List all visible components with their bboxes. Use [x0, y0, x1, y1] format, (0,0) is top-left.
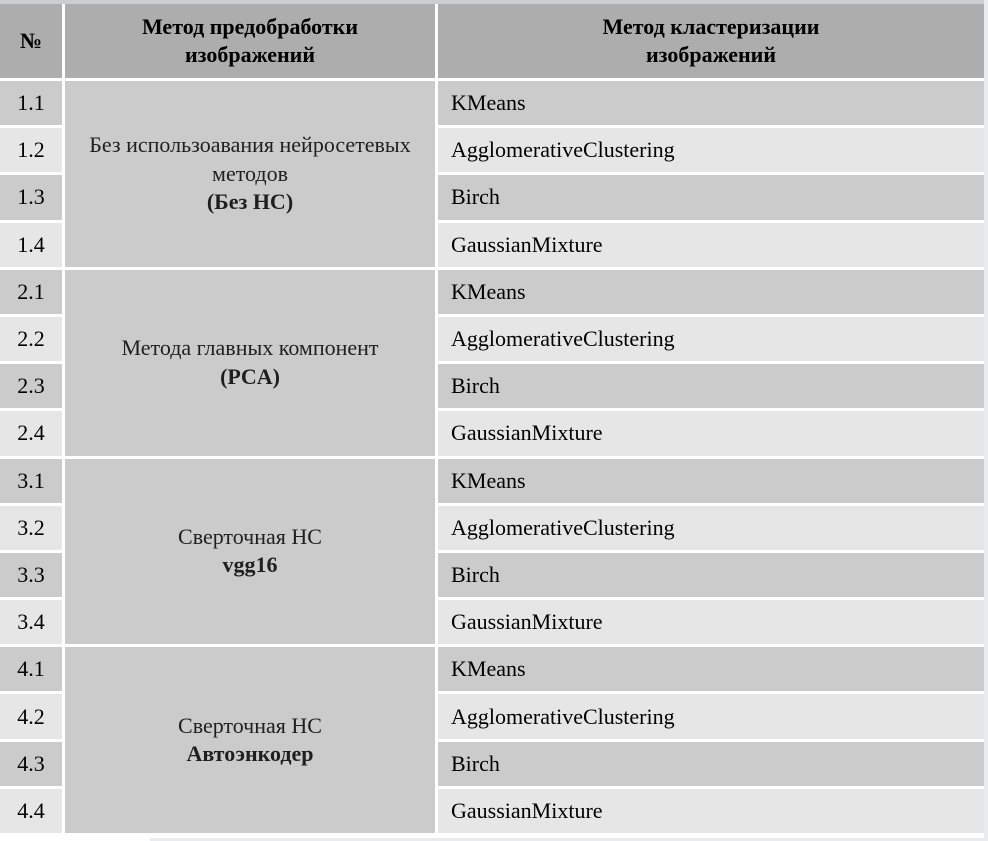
method-cell-4-4: GaussianMixture [438, 789, 984, 833]
row-number-1-4: 1.4 [0, 223, 62, 267]
table-header-row [0, 4, 984, 78]
table-body [0, 81, 984, 833]
clustering-method-column [438, 81, 984, 833]
row-number-2-1: 2.1 [0, 270, 62, 314]
group-label-bold-vgg16: vgg16 [222, 552, 278, 578]
group-label-autoencoder: Сверточная НС [178, 712, 322, 738]
method-cell-2-2: AgglomerativeClustering [438, 317, 984, 361]
row-number-1-1: 1.1 [0, 81, 62, 125]
row-number-2-4: 2.4 [0, 411, 62, 455]
preprocessing-column [65, 81, 435, 833]
row-number-3-4: 3.4 [0, 600, 62, 644]
method-cell-4-3: Birch [438, 742, 984, 786]
header-preprocessing-line2: изображений [184, 42, 316, 67]
row-number-3-1: 3.1 [0, 459, 62, 503]
header-number-column: № [0, 4, 62, 78]
header-clustering-line1: Метод кластеризации [602, 13, 820, 39]
group-cell-vgg16 [65, 459, 435, 645]
row-number-1-2: 1.2 [0, 128, 62, 172]
row-number-4-1: 4.1 [0, 647, 62, 691]
method-cell-3-4: GaussianMixture [438, 600, 984, 644]
method-cell-4-1: KMeans [438, 647, 984, 691]
row-number-3-2: 3.2 [0, 506, 62, 550]
method-cell-2-1: KMeans [438, 270, 984, 314]
group-label-bold-no-nn: (Без НС) [206, 189, 294, 215]
method-cell-2-4: GaussianMixture [438, 411, 984, 455]
group-label-pca: Метода главных компонент [121, 335, 379, 361]
row-number-1-3: 1.3 [0, 175, 62, 219]
header-preprocessing-column [65, 4, 435, 78]
method-cell-2-3: Birch [438, 364, 984, 408]
method-cell-1-2: AgglomerativeClustering [438, 128, 984, 172]
method-cell-4-2: AgglomerativeClustering [438, 694, 984, 738]
number-column [0, 81, 62, 833]
method-cell-1-3: Birch [438, 175, 984, 219]
method-cell-3-2: AgglomerativeClustering [438, 506, 984, 550]
group-label-bold-autoencoder: Автоэнкодер [186, 741, 314, 767]
header-clustering-column [438, 4, 984, 78]
header-preprocessing-line1: Метод предобработки [141, 13, 359, 39]
group-cell-autoencoder [65, 647, 435, 833]
method-cell-1-1: KMeans [438, 81, 984, 125]
row-number-2-3: 2.3 [0, 364, 62, 408]
row-number-4-2: 4.2 [0, 694, 62, 738]
row-number-4-4: 4.4 [0, 789, 62, 833]
group-cell-no-nn [65, 81, 435, 267]
group-label-vgg16: Сверточная НС [178, 523, 322, 549]
row-number-4-3: 4.3 [0, 742, 62, 786]
group-label-bold-pca: (PCA) [220, 363, 280, 389]
row-number-2-2: 2.2 [0, 317, 62, 361]
method-cell-1-4: GaussianMixture [438, 223, 984, 267]
header-clustering-line2: изображений [645, 42, 777, 67]
method-cell-3-1: KMeans [438, 459, 984, 503]
method-cell-3-3: Birch [438, 553, 984, 597]
clustering-methods-table [0, 4, 984, 833]
group-label-no-nn: Без использоавания нейросетевых методов [89, 132, 411, 186]
background-right-strip [984, 0, 988, 838]
group-cell-pca [65, 270, 435, 456]
row-number-3-3: 3.3 [0, 553, 62, 597]
